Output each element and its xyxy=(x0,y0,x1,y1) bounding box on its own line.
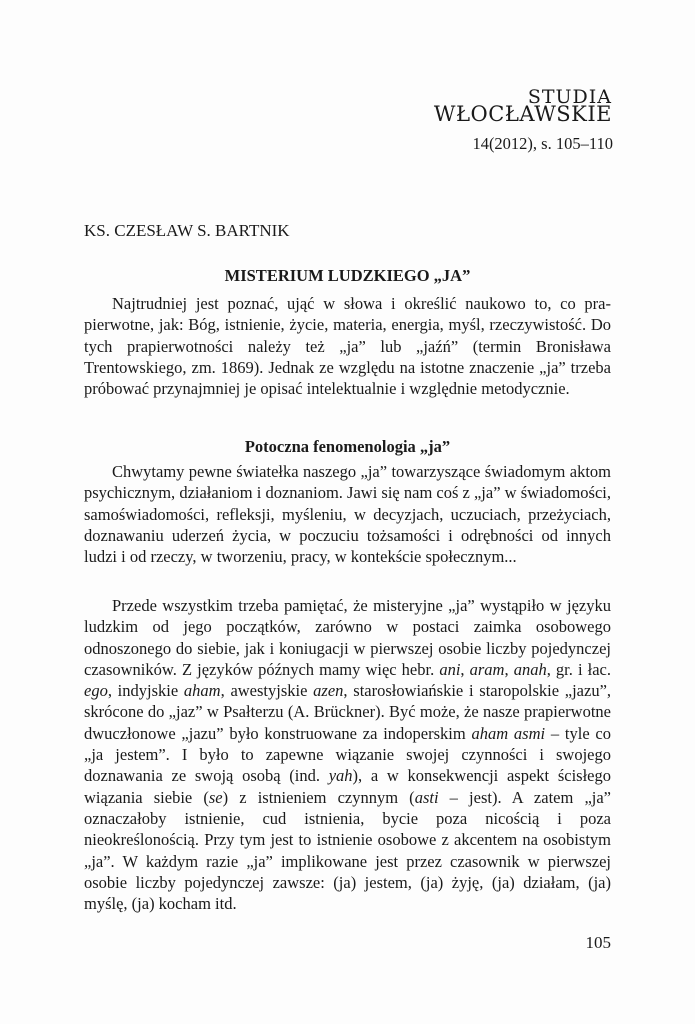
text-run: , xyxy=(460,659,470,679)
section-paragraph-1: Chwytamy pewne światełka naszego „ja” towarzyszące świadomym aktom psychicznym, działaniom i doznaniom. Jawi się nam coś z „ja” w świadomości, samoświadomości, refleksji, myśleniu, w decyzjach, uczuciach, przeżyciach, doznawaniu uderzeń życia, w poczuciu tożsamości i odrębności od innych ludzi i od rzeczy, w tworzeniu, pracy, w kontekście społecznym... xyxy=(84,462,611,567)
italic-term: asti xyxy=(414,787,439,807)
section-paragraph-2-block xyxy=(84,595,611,914)
journal-logo xyxy=(434,88,612,125)
article-title: MISTERIUM LUDZKIEGO „JA” xyxy=(224,266,471,285)
italic-term: se xyxy=(208,787,223,807)
text-run: ), a w konsekwencji aspekt ścisłego wiązania siebie ( xyxy=(84,766,611,807)
text-run: ) z istnieniem czynnym ( xyxy=(222,787,415,807)
italic-term: aram xyxy=(469,659,505,679)
article-author: KS. CZESŁAW S. BARTNIK xyxy=(84,221,290,240)
text-run: , gr. i łac. xyxy=(546,659,611,679)
text-run: – jest). A zatem „ja” oznaczałoby istnienie, cud istnienia, bycie poza nicością i poza nieokreślonością. Przy tym jest to istnienie osobowe z akcentem na osobistym „ja”. W każdym razie „ja” implikowane jest przez czasownik w pierwszej osobie liczby pojedynczej zawsze: (ja) jestem, (ja) żyję, (ja) działam, (ja) myślę, (ja) kocham itd. xyxy=(84,787,611,914)
italic-term: ani xyxy=(439,659,461,679)
italic-term: ego xyxy=(84,681,108,701)
italic-term: aham xyxy=(183,681,221,701)
section-paragraph-1-block xyxy=(84,461,611,567)
italic-term: azen xyxy=(313,681,344,701)
text-run: Przede wszystkim trzeba pamiętać, że misteryjne „ja” wystąpiło w języku ludzkim od jego początków, zarówno w postaci zaimka osobowego odnoszonego do siebie, jak i koniugacji w pierwszej osobie liczby pojedynczej czasowników. Z języków późnych mamy więc hebr. xyxy=(84,596,611,679)
page-number: 105 xyxy=(585,933,611,952)
logo-line-2: WŁOCŁAWSKIE xyxy=(433,102,612,126)
text-run: , awestyjskie xyxy=(220,681,314,701)
section-paragraph-2 xyxy=(84,595,611,914)
section-heading: Potoczna fenomenologia „ja” xyxy=(244,437,451,456)
text-run: , indyjskie xyxy=(107,681,184,701)
italic-term: aham asmi xyxy=(471,723,546,743)
italic-term: yah xyxy=(328,766,353,786)
journal-citation: 14(2012), s. 105–110 xyxy=(472,134,613,153)
text-run: , xyxy=(504,659,514,679)
text-run: – tyle co „ja jestem”. I było to zapewne wiązanie swojej czynności i swojego doznawania ze swoją osobą (ind. xyxy=(84,723,611,786)
intro-paragraph: Najtrudniej jest poznać, ująć w słowa i określić naukowo to, co prapierwotne, jak: Bóg, istnienie, życie, materia, energia, myśl, rzeczywistość. Do tych prapierwotności należy też „ja” lub „jaźń” (termin Bronisława Trentowskiego, zm. 1869). Jednak ze względu na istotne znaczenie „ja” trzeba próbować przynajmniej je opisać intelektualnie i względnie metodycznie. xyxy=(84,294,611,399)
logo-line-1: STUDIA xyxy=(527,86,612,108)
italic-term: anah xyxy=(513,659,547,679)
text-run: , starosłowiańskie i staropolskie „jazu”, skrócone do „jaz” w Psałterzu (A. Brückner). Być może, że nasze prapierwotne dwuczłonowe „jazu” było konstruowane za indoperskim xyxy=(84,681,612,743)
intro-paragraph-block xyxy=(84,293,611,399)
